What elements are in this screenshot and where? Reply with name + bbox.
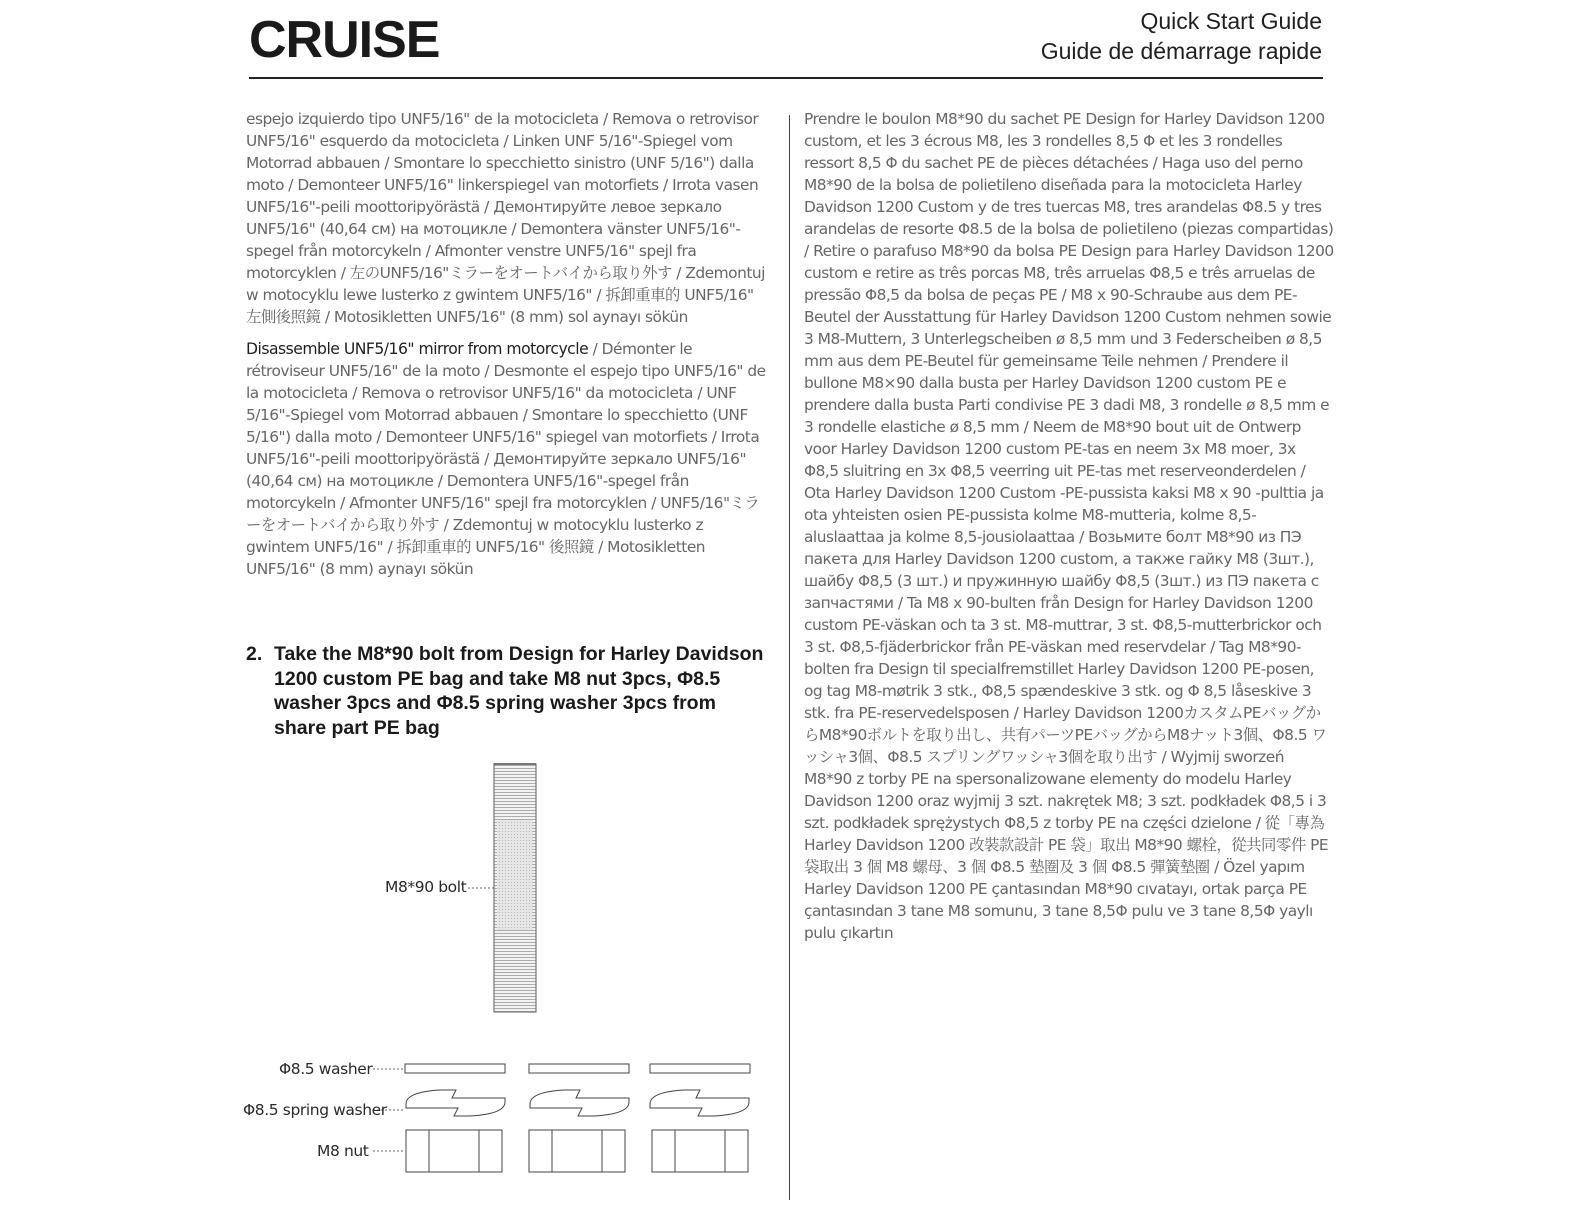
brand-logo: CRUISE [249,11,440,69]
guide-title [1041,6,1322,66]
right-column [804,108,1334,944]
nut-shapes [406,1130,748,1172]
step-2 [246,642,766,740]
left-block-2-lead: Disassemble UNF5/16" mirror from motorcycle [246,340,589,358]
washer-label: Φ8.5 washer [279,1060,373,1078]
bolt-shape [494,764,536,1012]
nut-label: M8 nut [317,1142,369,1160]
left-block-1: espejo izquierdo tipo UNF5/16" de la motocicleta / Remova o retrovisor UNF5/16" esquerdo da motocicleta / Linken UNF 5/16"-Spiegel vom Motorrad abbauen / Smontare lo specchietto sinistro (UNF 5/16") dalla moto / Demonteer UNF5/16" linkerspiegel van motorfiets / Irrota vasen UNF5/16"-peili moottoripyörästä / Демонтируйте левое зеркало UNF5/16" (40,64 см) на мотоцикле / Demontera vänster UNF5/16"-spegel från motorcykeln / Afmonter venstre UNF5/16" spejl fra motorcyklen / 左のUNF5/16"ミラーをオートバイから取り外す / Zdemontuj w motocyklu lewe lusterko z gwintem UNF5/16" / 拆卸重車的 UNF5/16" 左側後照鏡 / Motosikletten UNF5/16" (8 mm) sol aynayı sökün [246,110,765,326]
washer-shapes [405,1064,750,1073]
guide-title-en: Quick Start Guide [1140,8,1322,34]
guide-title-fr: Guide de démarrage rapide [1040,38,1322,64]
bolt-label: M8*90 bolt [385,878,467,896]
hardware-diagram [240,758,770,1198]
step-text: Take the M8*90 bolt from Design for Harley Davidson 1200 custom PE bag and take M8 nut 3pcs, Φ8.5 washer 3pcs and Φ8.5 spring washer 3pcs from share part PE bag [274,643,764,739]
header-rule [249,77,1323,79]
step-number: 2. [246,643,263,665]
hardware-illustration [240,758,770,1198]
right-block: Prendre le boulon M8*90 du sachet PE Design for Harley Davidson 1200 custom, et les 3 écrous M8, les 3 rondelles 8,5 Φ et les 3 rondelles ressort 8,5 Φ du sachet PE de pièces détachées / Haga uso del perno M8*90 de la bolsa de polietileno diseñada para la motocicleta Harley Davidson 1200 Custom y de tres tuercas M8, tres arandelas Φ8.5 y tres arandelas de resorte Φ8.5 de la bolsa de polietileno (piezas compartidas) / Retire o parafuso M8*90 da bolsa PE Design para Harley Davidson 1200 custom e retire as três porcas M8, três arruelas Φ8,5 e três arruelas de pressão Φ8,5 da bolsa de peças PE / M8 x 90-Schraube aus dem PE-Beutel der Ausstattung für Harley Davidson 1200 Custom nehmen sowie 3 M8-Muttern, 3 Unterlegscheiben ø 8,5 mm und 3 Federscheiben ø 8,5 mm aus dem PE-Beutel für gemeinsame Teile nehmen / Prendere il bullone M8×90 dalla busta per Harley Davidson 1200 custom PE e prendere dalla busta Parti condivise PE 3 dadi M8, 3 rondelle ø 8,5 mm e 3 rondelle elastiche ø 8,5 mm / Neem de M8*90 bout uit de Ontwerp voor Harley Davidson 1200 custom PE-tas en neem 3x M8 moer, 3x Φ8,5 sluitring en 3x Φ8,5 veerring uit PE-tas met reserveonderdelen / Ota Harley Davidson 1200 Custom -PE-pussista kaksi M8 x 90 -pulttia ja ota yhteisten osien PE-pussista kolme M8-mutteria, kolme 8,5-aluslaattaa ja kolme 8,5-jousiolaattaa / Возьмите болт M8*90 из ПЭ пакета для Harley Davidson 1200 custom, а также гайку M8 (3шт.), шайбу Φ8,5 (3 шт.) и пружинную шайбу Φ8,5 (3шт.) из ПЭ пакета с запчастями / Ta M8 x 90-bulten från Design for Harley Davidson 1200 custom PE-väskan och ta 3 st. M8-muttrar, 3 st. Φ8,5-mutterbrickor och 3 st. Φ8,5-fjäderbrickor från PE-väskan med reservdelar / Tag M8*90-bolten fra Design til specialfremstillet Harley Davidson 1200 PE-posen, og tag M8-møtrik 3 stk., Φ8,5 spændeskive 3 stk. og Φ 8,5 låseskive 3 stk. fra PE-reservedelsposen / Harley Davidson 1200カスタムPEバッグからM8*90ボルトを取り出し、共有パーツPEバッグからM8ナット3個、Φ8.5 ワッシャ3個、Φ8.5 スプリングワッシャ3個を取り出す / Wyjmij sworzeń M8*90 z torby PE na spersonalizowane elementy do modelu Harley Davidson 1200 oraz wyjmij 3 szt. nakrętek M8; 3 szt. podkładek Φ8,5 i 3 szt. podkładek sprężystych Φ8,5 z torby PE na części dzielone / 從「專為 Harley Davidson 1200 改裝款設計 PE 袋」取出 M8*90 螺栓，從共同零件 PE 袋取出 3 個 M8 螺母、3 個 Φ8.5 墊圈及 3 個 Φ8.5 彈簧墊圈 / Özel yapım Harley Davidson 1200 PE çantasından M8*90 cıvatayı, ortak parça PE çantasından 3 tane M8 somunu, 3 tane 8,5Φ pulu ve 3 tane 8,5Φ yaylı pulu çıkartın [804,110,1334,942]
spring-washer-shapes [406,1090,749,1116]
left-block-2-rest: / Démonter le rétroviseur UNF5/16" de la moto / Desmonte el espejo tipo UNF5/16" de la motocicleta / Remova o retrovisor UNF5/16" da motocicleta / UNF 5/16"-Spiegel vom Motorrad abbauen / Smontare lo specchietto (UNF 5/16") dalla moto / Demonteer UNF5/16" spiegel van motorfiets / Irrota UNF5/16"-peili moottoripyörästä / Демонтируйте зеркало UNF5/16" (40,64 см) на мотоцикле / Demontera UNF5/16"-spegel från motorcykeln / Afmonter UNF5/16" spejl fra motorcyklen / UNF5/16"ミラーをオートバイから取り外す / Zdemontuj w motocyklu lusterko z gwintem UNF5/16" / 拆卸重車的 UNF5/16" 後照鏡 / Motosikletten UNF5/16" (8 mm) aynayı sökün [246,340,766,578]
spring-washer-label: Φ8.5 spring washer [243,1101,387,1119]
left-block-2 [246,338,766,580]
left-column [246,108,766,580]
column-divider [789,115,790,1200]
